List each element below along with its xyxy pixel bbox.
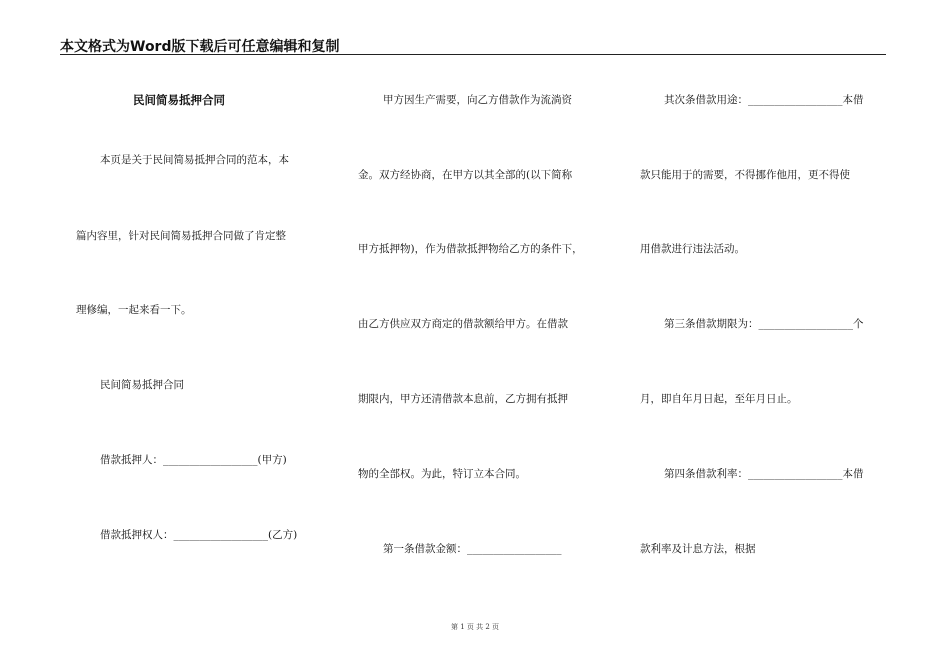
page-number: 第 1 页 共 2 页	[450, 623, 500, 631]
header-divider	[60, 54, 886, 55]
body-line: 款只能用于的需要，不得挪作他用，更不得使	[640, 169, 850, 181]
body-line: 期限内，甲方还清借款本息前，乙方拥有抵押	[358, 393, 568, 405]
body-line: 民间简易抵押合同	[100, 379, 184, 391]
body-line: 篇内容里，针对民间简易抵押合同做了肯定整	[76, 230, 286, 242]
body-line: 第三条借款期限为：__________________个	[664, 318, 864, 330]
body-line: 理修编，一起来看一下。	[76, 304, 192, 316]
body-line: 用借款进行违法活动。	[640, 243, 745, 255]
body-line: 本页是关于民间简易抵押合同的范本，本	[100, 154, 289, 166]
body-line: 其次条借款用途：__________________本借	[664, 94, 864, 106]
body-line: 由乙方供应双方商定的借款额给甲方。在借款	[358, 318, 568, 330]
body-line: 借款抵押权人：__________________(乙方)	[100, 529, 298, 541]
document-title: 民间简易抵押合同	[133, 93, 225, 107]
body-line: 物的全部权。为此，特订立本合同。	[358, 468, 526, 480]
body-line: 甲方抵押物)，作为借款抵押物给乙方的条件下，	[358, 243, 583, 255]
body-line: 金。双方经协商，在甲方以其全部的(以下简称	[358, 169, 573, 181]
body-line: 月，即自年月日起，至年月日止。	[640, 393, 798, 405]
body-line: 借款抵押人：__________________(甲方)	[100, 454, 287, 466]
body-line: 甲方因生产需要，向乙方借款作为流淌资	[383, 94, 572, 106]
body-line: 第四条借款利率：__________________本借	[664, 468, 864, 480]
body-line: 第一条借款金额：__________________	[383, 543, 562, 555]
document-header: 本文格式为Word版下载后可任意编辑和复制	[60, 39, 340, 55]
body-line: 款利率及计息方法，根据	[640, 543, 756, 555]
